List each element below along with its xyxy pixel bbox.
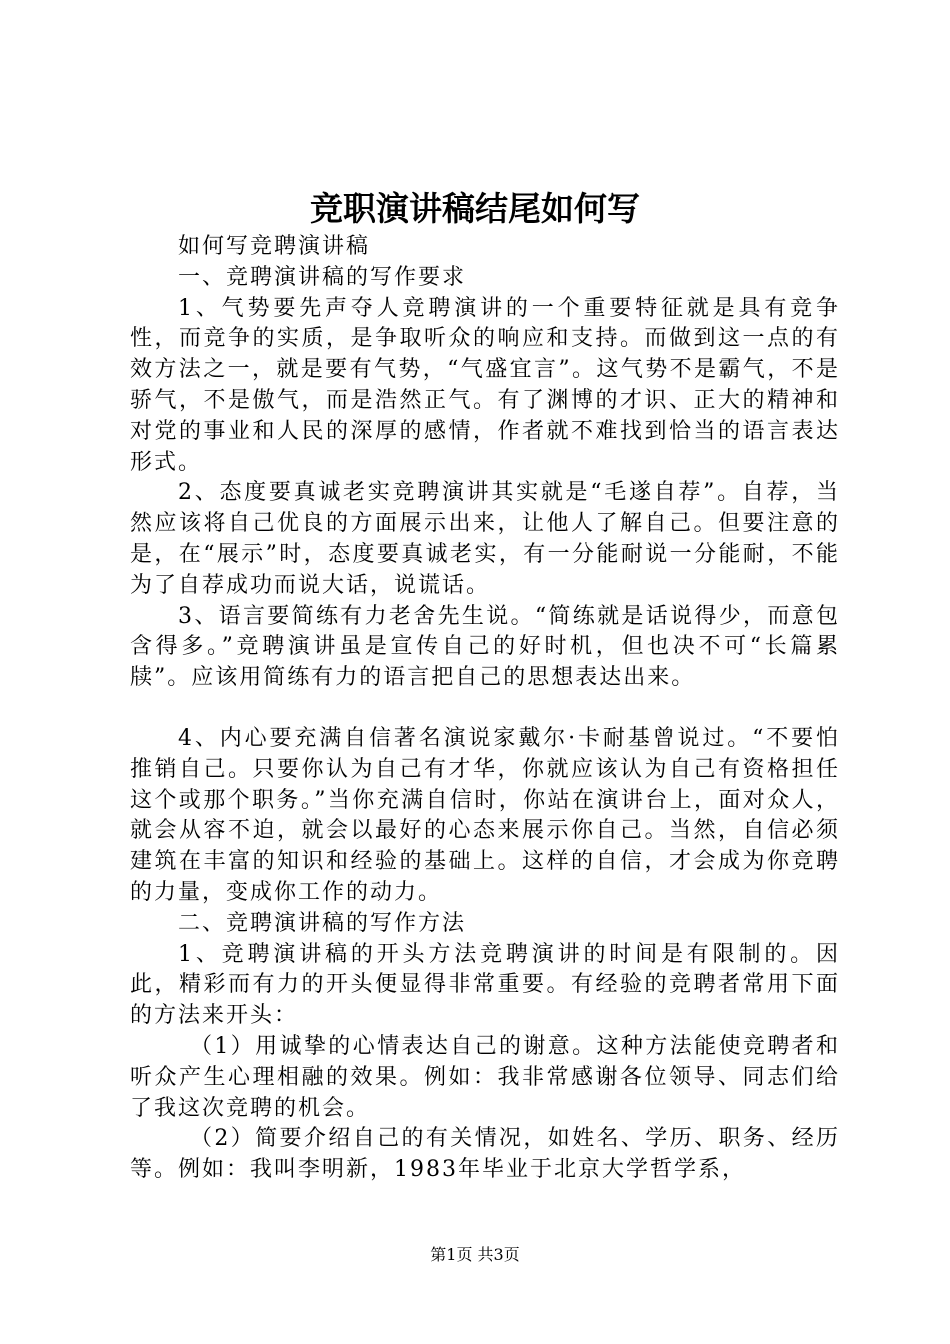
paragraph-requirement-4: 4、内心要充满自信著名演说家戴尔·卡耐基曾说过。“不要怕推销自己。只要你认为自己有才华，你就应该认为自己有资格担任这个或那个职务。”当你充满自信时，你站在演讲台上，面对众人，就会从容不迫，就会以最好的心态来展示你自己。当然，自信必须建筑在丰富的知识和经验的基础上。这样的自信，才会成为你竞聘的力量，变成你工作的动力。 [130,725,840,905]
paragraph-section-heading-2: 二、竞聘演讲稿的写作方法 [178,910,467,936]
paragraph-requirement-3: 3、语言要简练有力老舍先生说。“简练就是话说得少，而意包含得多。”竞聘演讲虽是宣传自己的好时机，但也决不可“长篇累牍”。应该用简练有力的语言把自己的思想表达出来。 [130,603,840,691]
paragraph-method-1-item-2: （2）简要介绍自己的有关情况，如姓名、学历、职务、经历等。例如：我叫李明新，1983年毕业于北京大学哲学系， [130,1126,840,1183]
document-body [130,232,840,1186]
paragraph-section-heading-1: 一、竞聘演讲稿的写作要求 [178,264,467,290]
paragraph-subtitle: 如何写竞聘演讲稿 [178,234,371,259]
page-footer: 第1页 共3页 [430,1245,520,1264]
paragraph-requirement-1: 1、气势要先声夺人竞聘演讲的一个重要特征就是具有竞争性，而竞争的实质，是争取听众的响应和支持。而做到这一点的有效方法之一，就是要有气势，“气盛宜言”。这气势不是霸气，不是骄气，不是傲气，而是浩然正气。有了渊博的才识、正大的精神和对党的事业和人民的深厚的感情，作者就不难找到恰当的语言表达形式。 [130,295,840,475]
paragraph-requirement-2: 2、态度要真诚老实竞聘演讲其实就是“毛遂自荐”。自荐，当然应该将自己优良的方面展示出来，让他人了解自己。但要注意的是，在“展示”时，态度要真诚老实，有一分能耐说一分能耐，不能为了自荐成功而说大话，说谎话。 [130,480,840,598]
paragraph-method-1-item-1: （1）用诚挚的心情表达自己的谢意。这种方法能使竞聘者和听众产生心理相融的效果。例如：我非常感谢各位领导、同志们给了我这次竞聘的机会。 [130,1033,840,1121]
document-title: 竞职演讲稿结尾如何写 [310,189,640,228]
paragraph-method-1: 1、竞聘演讲稿的开头方法竞聘演讲的时间是有限制的。因此，精彩而有力的开头便显得非常重要。有经验的竞聘者常用下面的方法来开头： [130,941,840,1029]
